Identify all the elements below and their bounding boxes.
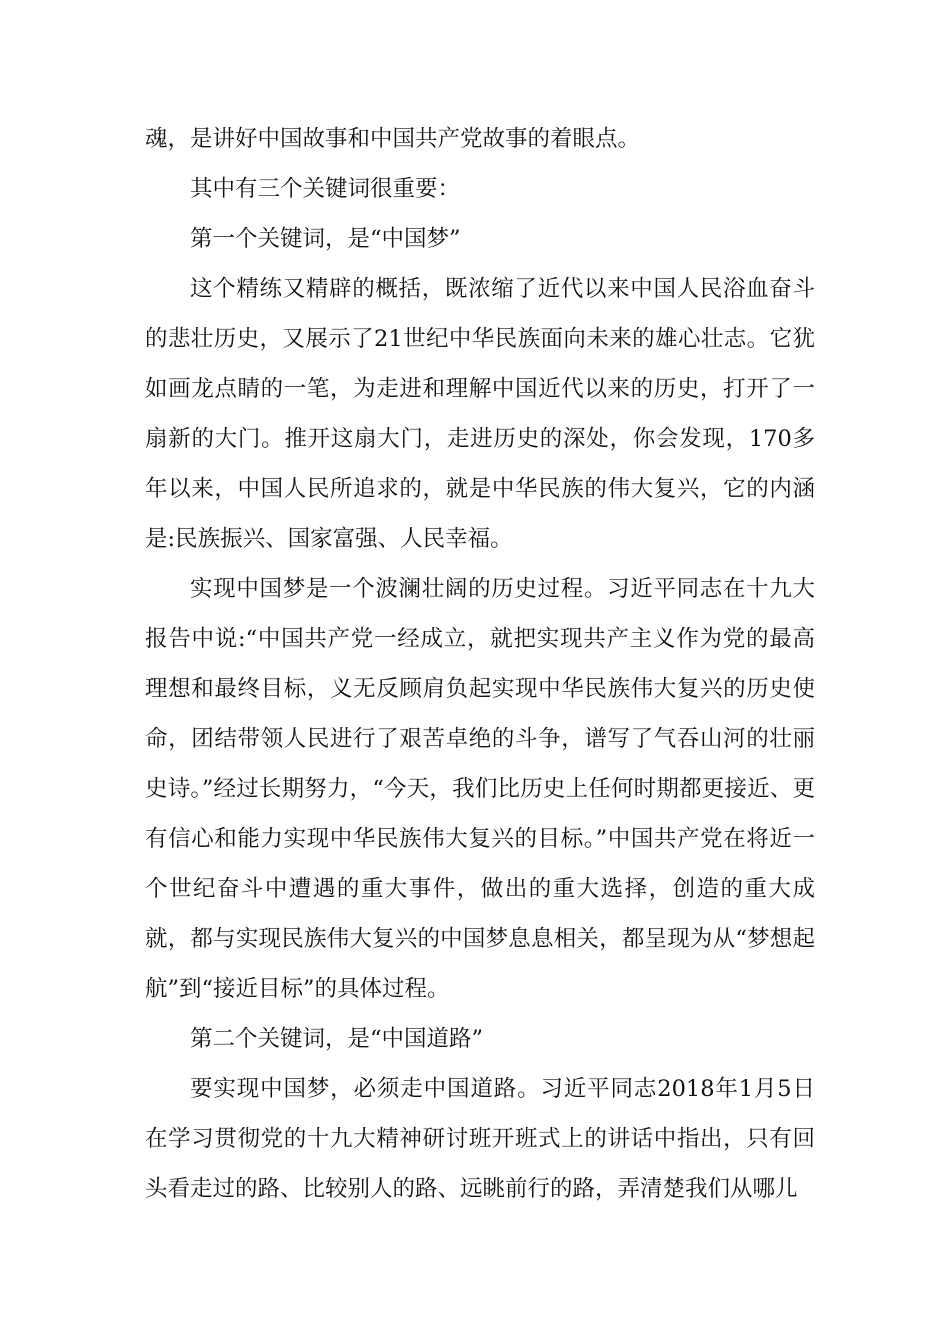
document-body — [145, 114, 815, 1214]
paragraph-intro: 其中有三个关键词很重要： — [190, 176, 461, 202]
heading-keyword-two: 第二个关键词，是“中国道路” — [190, 1026, 484, 1052]
paragraph-chinese-road: 要实现中国梦，必须走中国道路。习近平同志2018年1月5日在学习贯彻党的十九大精神研讨班开班式上的讲话中指出，只有回头看走过的路、比较别人的路、远眺前行的路，弄清楚我们从哪儿 — [145, 1076, 815, 1202]
paragraph-chinese-dream: 这个精练又精辟的概括，既浓缩了近代以来中国人民浴血奋斗的悲壮历史，又展示了21世纪中华民族面向未来的雄心壮志。它犹如画龙点睛的一笔，为走进和理解中国近代以来的历史，打开了一扇新的大门。推开这扇大门，走进历史的深处，你会发现，170多年以来，中国人民所追求的，就是中华民族的伟大复兴，它的内涵是:民族振兴、国家富强、人民幸福。 — [145, 276, 815, 552]
paragraph-historical-process: 实现中国梦是一个波澜壮阔的历史过程。习近平同志在十九大报告中说:“中国共产党一经成立，就把实现共产主义作为党的最高理想和最终目标，义无反顾肩负起实现中华民族伟大复兴的历史使命，团结带领人民进行了艰苦卓绝的斗争，谱写了气吞山河的壮丽史诗。”经过长期努力，“今天，我们比历史上任何时期都更接近、更有信心和能力实现中华民族伟大复兴的目标。”中国共产党在将近一个世纪奋斗中遭遇的重大事件，做出的重大选择，创造的重大成就，都与实现民族伟大复兴的中国梦息息相关，都呈现为从“梦想起航”到“接近目标”的具体过程。 — [145, 576, 815, 1002]
heading-keyword-one: 第一个关键词，是“中国梦” — [190, 226, 461, 252]
paragraph-continuation: 魂，是讲好中国故事和中国共产党故事的着眼点。 — [145, 126, 641, 152]
